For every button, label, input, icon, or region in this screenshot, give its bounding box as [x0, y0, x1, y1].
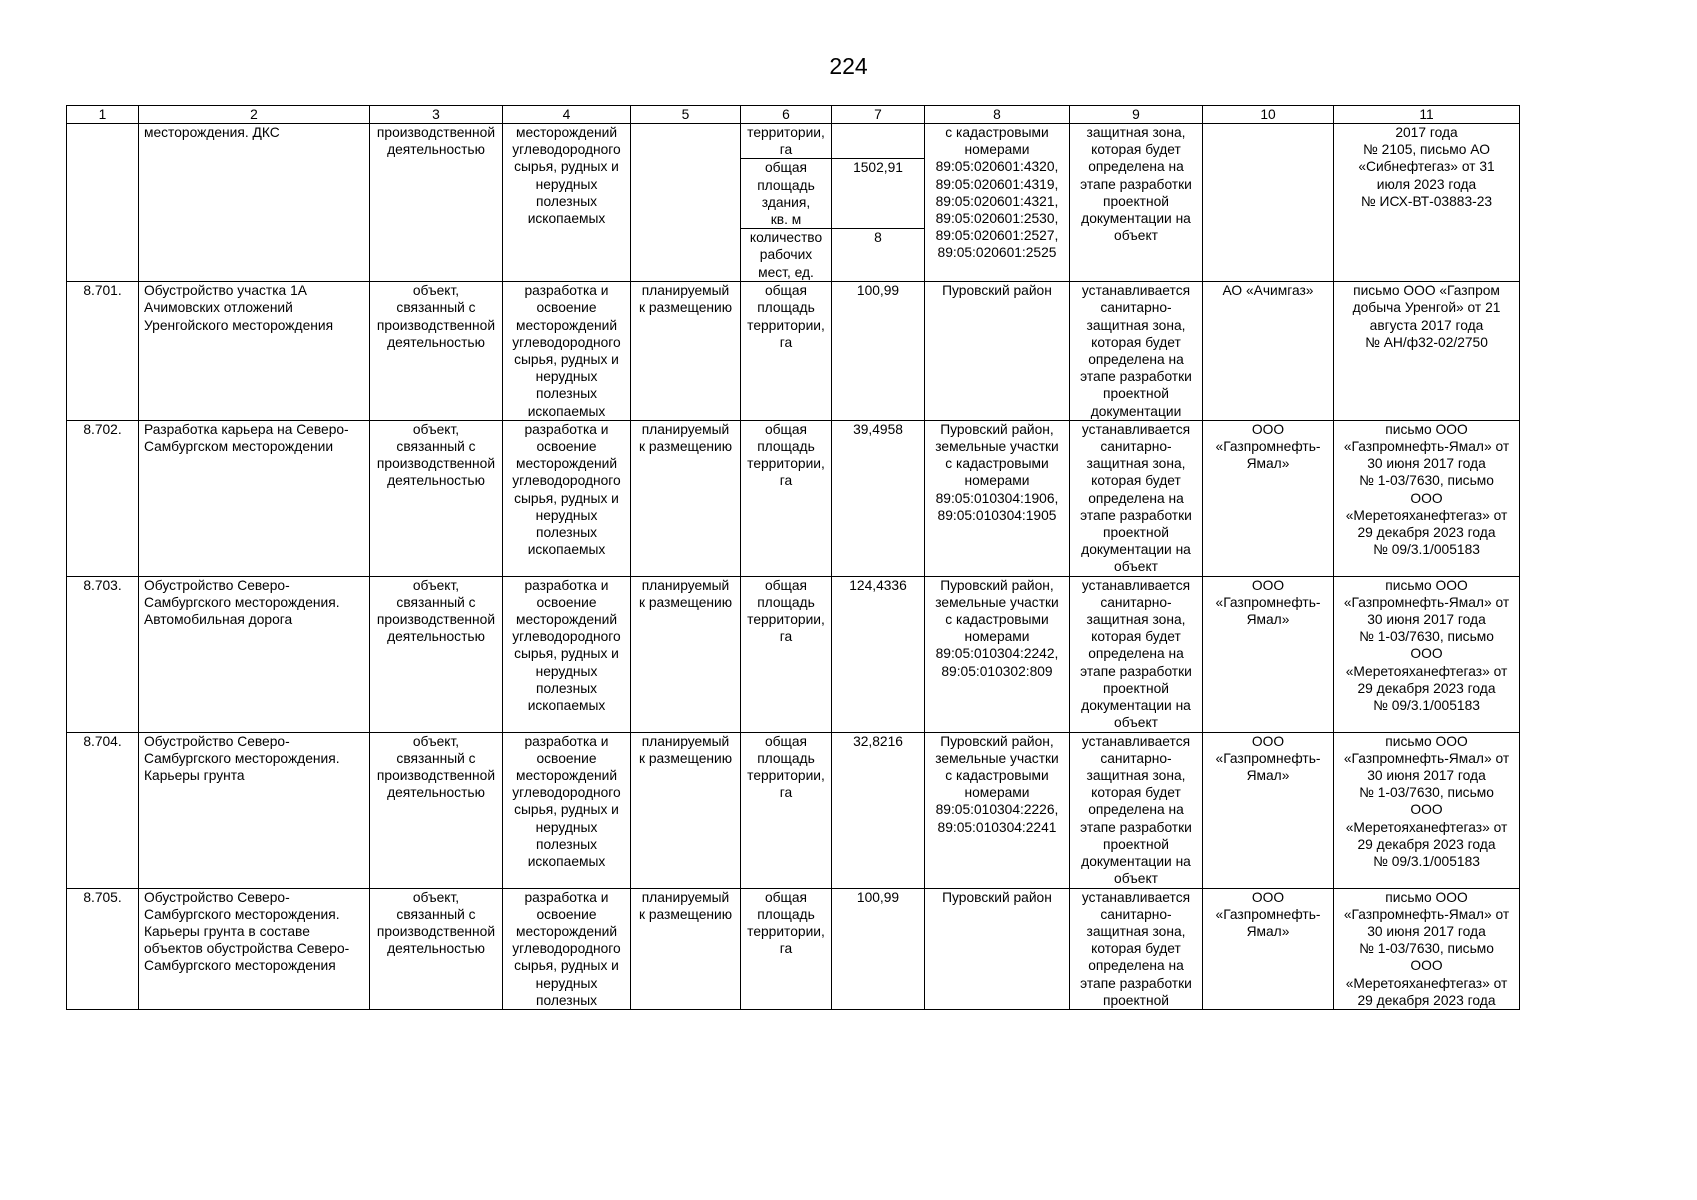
basis-cell: письмо ООО «Газпромнефть-Ямал» от 30 июня 2017 года № 1-03/7630, письмо ООО «Меретояханефтегаз» от 29 декабря 2023 года № 09/3.1/005183 [1334, 420, 1520, 576]
column-number: 6 [741, 106, 832, 124]
parameter-name-cell: общая площадь здания, кв. м [741, 159, 832, 229]
object-status-cell: планируемый к размещению [631, 282, 741, 421]
basis-cell: письмо ООО «Газпромнефть-Ямал» от 30 июня 2017 года № 1-03/7630, письмо ООО «Меретояханефтегаз» от 29 декабря 2023 года [1334, 888, 1520, 1009]
zone-cell: устанавливается санитарно- защитная зона, которая будет определена на этапе разработки проектной [1070, 888, 1203, 1009]
parameter-name-cell: общая площадь территории, га [741, 420, 832, 576]
basis-cell: письмо ООО «Газпромнефть-Ямал» от 30 июня 2017 года № 1-03/7630, письмо ООО «Меретояханефтегаз» от 29 декабря 2023 года № 09/3.1/005183 [1334, 732, 1520, 888]
object-purpose-cell: разработка и освоение месторождений углеводородного сырья, рудных и нерудных полезных ископаемых [503, 420, 631, 576]
table-row [67, 282, 1520, 421]
table-row [67, 420, 1520, 576]
owner-cell: ООО «Газпромнефть- Ямал» [1203, 732, 1334, 888]
parameter-name-cell: территории, га [741, 124, 832, 159]
object-name-cell: Обустройство Северо- Самбургского месторождения. Карьеры грунта [139, 732, 370, 888]
location-cell: Пуровский район [925, 282, 1070, 421]
location-cell: с кадастровыми номерами 89:05:020601:4320, 89:05:020601:4319, 89:05:020601:4321, 89:05:020601:2530, 89:05:020601:2527, 89:05:020601:2525 [925, 124, 1070, 282]
location-cell: Пуровский район [925, 888, 1070, 1009]
column-number: 1 [67, 106, 139, 124]
object-purpose-cell: месторождений углеводородного сырья, рудных и нерудных полезных ископаемых [503, 124, 631, 282]
location-cell: Пуровский район, земельные участки с кадастровыми номерами 89:05:010304:2226, 89:05:010304:2241 [925, 732, 1070, 888]
object-status-cell: планируемый к размещению [631, 576, 741, 732]
zone-cell: устанавливается санитарно- защитная зона, которая будет определена на этапе разработки проектной документации на объект [1070, 732, 1203, 888]
basis-cell: 2017 года № 2105, письмо АО «Сибнефтегаз» от 31 июля 2023 года № ИСХ-ВТ-03883-23 [1334, 124, 1520, 282]
zone-cell: защитная зона, которая будет определена на этапе разработки проектной документации на объект [1070, 124, 1203, 282]
column-number: 8 [925, 106, 1070, 124]
column-number: 2 [139, 106, 370, 124]
basis-cell: письмо ООО «Газпром добыча Уренгой» от 21 августа 2017 года № АН/ф32-02/2750 [1334, 282, 1520, 421]
object-purpose-cell: разработка и освоение месторождений углеводородного сырья, рудных и нерудных полезных ископаемых [503, 282, 631, 421]
row-number-cell [67, 124, 139, 282]
owner-cell [1203, 124, 1334, 282]
column-number: 3 [370, 106, 503, 124]
object-kind-cell: объект, связанный с производственной деятельностью [370, 282, 503, 421]
object-name-cell: Обустройство Северо- Самбургского месторождения. Карьеры грунта в составе объектов обустройства Северо- Самбургского месторождения [139, 888, 370, 1009]
table-row [67, 576, 1520, 732]
owner-cell: ООО «Газпромнефть- Ямал» [1203, 420, 1334, 576]
zone-cell: устанавливается санитарно- защитная зона, которая будет определена на этапе разработки проектной документации на объект [1070, 576, 1203, 732]
parameter-value-cell: 124,4336 [832, 576, 925, 732]
row-number-cell: 8.701. [67, 282, 139, 421]
parameter-value-cell: 1502,91 [832, 159, 925, 229]
objects-table [66, 105, 1520, 1010]
object-kind-cell: объект, связанный с производственной деятельностью [370, 420, 503, 576]
column-number: 9 [1070, 106, 1203, 124]
owner-cell: АО «Ачимгаз» [1203, 282, 1334, 421]
parameter-value-cell: 100,99 [832, 282, 925, 421]
page-number: 224 [829, 53, 868, 79]
basis-cell: письмо ООО «Газпромнефть-Ямал» от 30 июня 2017 года № 1-03/7630, письмо ООО «Меретояханефтегаз» от 29 декабря 2023 года № 09/3.1/005183 [1334, 576, 1520, 732]
column-number: 11 [1334, 106, 1520, 124]
row-number-cell: 8.705. [67, 888, 139, 1009]
object-status-cell: планируемый к размещению [631, 420, 741, 576]
table-row [67, 732, 1520, 888]
object-purpose-cell: разработка и освоение месторождений углеводородного сырья, рудных и нерудных полезных ископаемых [503, 576, 631, 732]
column-number: 4 [503, 106, 631, 124]
row-number-cell: 8.704. [67, 732, 139, 888]
object-status-cell: планируемый к размещению [631, 888, 741, 1009]
parameter-name-cell: количество рабочих мест, ед. [741, 229, 832, 282]
parameter-name-cell: общая площадь территории, га [741, 282, 832, 421]
table-row-continuation [67, 124, 1520, 159]
parameter-value-cell: 8 [832, 229, 925, 282]
object-purpose-cell: разработка и освоение месторождений углеводородного сырья, рудных и нерудных полезных [503, 888, 631, 1009]
parameter-value-cell: 39,4958 [832, 420, 925, 576]
parameter-value-cell [832, 124, 925, 159]
parameter-value-cell: 100,99 [832, 888, 925, 1009]
column-number-row [67, 106, 1520, 124]
owner-cell: ООО «Газпромнефть- Ямал» [1203, 888, 1334, 1009]
zone-cell: устанавливается санитарно- защитная зона, которая будет определена на этапе разработки проектной документации на объект [1070, 420, 1203, 576]
column-number: 10 [1203, 106, 1334, 124]
parameter-value-cell: 32,8216 [832, 732, 925, 888]
object-kind-cell: объект, связанный с производственной деятельностью [370, 888, 503, 1009]
column-number: 5 [631, 106, 741, 124]
table-row [67, 888, 1520, 1009]
object-kind-cell: производственной деятельностью [370, 124, 503, 282]
object-purpose-cell: разработка и освоение месторождений углеводородного сырья, рудных и нерудных полезных ископаемых [503, 732, 631, 888]
owner-cell: ООО «Газпромнефть- Ямал» [1203, 576, 1334, 732]
object-status-cell [631, 124, 741, 282]
object-name-cell: месторождения. ДКС [139, 124, 370, 282]
location-cell: Пуровский район, земельные участки с кадастровыми номерами 89:05:010304:2242, 89:05:010302:809 [925, 576, 1070, 732]
location-cell: Пуровский район, земельные участки с кадастровыми номерами 89:05:010304:1906, 89:05:010304:1905 [925, 420, 1070, 576]
parameter-name-cell: общая площадь территории, га [741, 732, 832, 888]
zone-cell: устанавливается санитарно- защитная зона, которая будет определена на этапе разработки проектной документации [1070, 282, 1203, 421]
object-name-cell: Обустройство участка 1А Ачимовских отложений Уренгойского месторождения [139, 282, 370, 421]
column-number: 7 [832, 106, 925, 124]
object-name-cell: Обустройство Северо- Самбургского месторождения. Автомобильная дорога [139, 576, 370, 732]
object-kind-cell: объект, связанный с производственной деятельностью [370, 732, 503, 888]
parameter-name-cell: общая площадь территории, га [741, 888, 832, 1009]
object-name-cell: Разработка карьера на Северо- Самбургском месторождении [139, 420, 370, 576]
parameter-name-cell: общая площадь территории, га [741, 576, 832, 732]
object-status-cell: планируемый к размещению [631, 732, 741, 888]
object-kind-cell: объект, связанный с производственной деятельностью [370, 576, 503, 732]
row-number-cell: 8.703. [67, 576, 139, 732]
row-number-cell: 8.702. [67, 420, 139, 576]
